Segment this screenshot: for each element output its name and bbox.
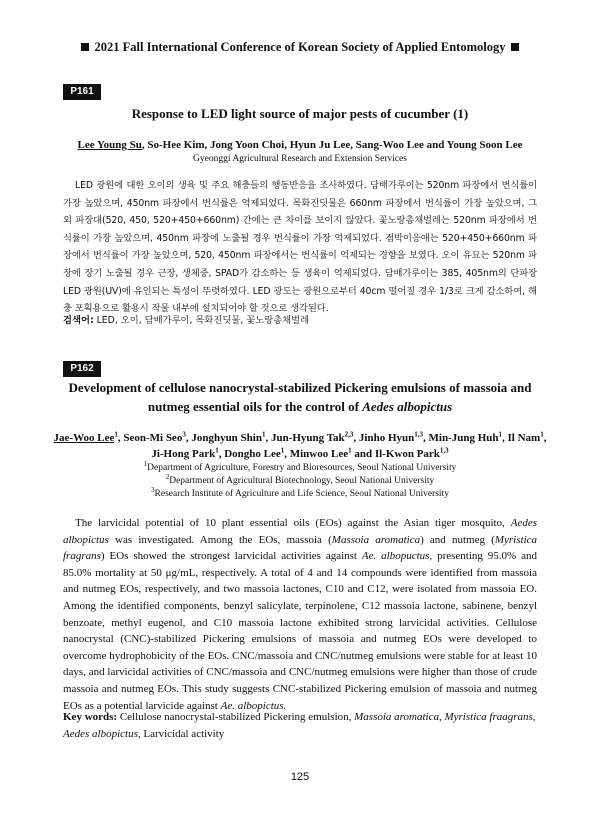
affiliation-mark: 3 [151,485,155,494]
affiliation [40,485,560,501]
text-run: Cellulose nanocrystal-stabilized Pickering emulsion, [117,711,355,723]
text-run: , [532,711,536,723]
author-separator: , [543,432,547,444]
species-name: Aedes albopictus [362,399,453,414]
affiliation-list [40,459,560,501]
affiliation-text: Department of Agriculture, Forestry and Bioresources, Seoul National University [147,463,457,473]
author-affiliation-mark: 1 [280,446,285,455]
abstract-id-badge: P162 [63,361,101,377]
text-run: , Larvicidal activity [137,727,225,740]
abstract-title [40,378,560,416]
author-affiliation-mark: 1 [215,446,219,455]
conference-title: 2021 Fall International Conference of Korean Society of Applied Entomology [94,40,506,54]
author-affiliation-mark: 1 [540,430,544,439]
abstract-body: LED 광원에 대한 오이의 생육 및 주요 해충들의 행동반응을 조사하였다. 담배가루이는 520nm 파장에서 번식률이 가장 높았으며, 450nm 파장에서 번식률은 억제되었다. 목화진딧물은 660nm 파장에서 번식률이 가장 높았으며, 그 외 파장대(520, 450, 520+450+660nm) 간에는 큰 차이를 보이지 않았다. 꽃노랑총채벌레는 520nm 파장에서 번식률이 가장 높았으며, 450nm 파장에 노출될 경우 번식률이 가장 억제되었다. 점박이응애는 520+450+660nm 파장에서 번식률이 가장 높았으며, 520, 450nm 파장에서는 번식률이 억제되는 경향을 보였다. 오이 유묘는 520nm 파장에 장기 노출될 경우 근장, 생체중, SPAD가 감소하는 등 생육이 억제되었다. 담배가루이는 385, 405nm의 단파장 LED 광원(UV)에 유인되는 특성이 뚜렷하였다. LED 광도는 광원으로부터 40cm 떨어질 경우 1/3로 크게 감소하여, 해충 포획용으로 활용시 작물 내부에 설치되어야 할 것으로 생각된다. [63,180,537,315]
square-bullet-icon [511,43,519,51]
author-affiliation-mark: 1 [348,446,352,455]
affiliation [40,459,560,475]
text-run: presenting 95.0% and 85.0% mortality at 50 μg/mL, respectively. A total of 4 and 14 compounds were identified from massoia and nutmeg EOs, respectively, and two massoia lactones, C10 and C12, were isolated from massoia EO. Among the identified components, benzyl salicylate, terpinolene, C12 massoia lactone, sabinene, benzyl benzoate, methyl eugenol, and C10 massoia lactone exhibited strong larvicidal activities. Cellulose nanocrystal (CNC)-stabilized Pickering emulsions of massoia and nutmeg EOs were developed to overcome hydrophobicity of the EOs. CNC/massoia and CNC/nutmeg emulsions were stable for at least 10 days, and larvicidal activities of CNC/massoia and CNC/nutmeg emulsions were higher than those of crude massoia and nutmeg EOs. This study suggests CNC-stabilized Pickering emulsion of massoia and nutmeg EOs as a potential larvicide against [63,550,537,712]
affiliation [40,472,560,488]
author-name: , Il Nam [502,432,541,444]
italic-term: Massoia aromatica [354,711,439,723]
abstract-id-badge: P161 [63,84,101,100]
author-name: , Seon-Mi Seo [117,432,183,444]
author-name: and Il-Kwon Park [351,448,440,460]
author-name: , Minwoo Lee [284,448,349,460]
title-line: Development of cellulose nanocrystal-stabilized Pickering emulsions of massoia and [68,380,532,395]
author-name: , Dongho Lee [218,448,281,460]
keywords-label: Key words: [63,711,118,723]
presenting-author: Lee Young Su [77,139,142,151]
conference-header [0,40,600,55]
italic-term: Ae. albopictus. [220,699,287,712]
keywords-label: 검색어: [63,315,94,326]
italic-term: Aedes albopictus [63,517,537,546]
text-run: The larvicidal potential of 10 plant essential oils (EOs) against the Asian tiger mosquito, [75,517,511,529]
affiliation-text: Research Institute of Agriculture and Life Science, Seoul National University [154,489,449,499]
author-affiliation-mark: 1,3 [414,430,423,439]
affiliation-text: Department of Agricultural Biotechnology, Seoul National University [169,476,435,486]
title-line [40,397,560,416]
author-list [40,137,560,153]
affiliation-mark: 2 [165,472,170,481]
author-list [40,430,560,462]
title-text: nutmeg essential oils for the control of [147,399,363,414]
text-run: ) EOs showed the strongest larvicidal activities against [100,550,362,563]
italic-term: Massoia aromatica [331,533,421,546]
keywords-text: LED, 오이, 담배가루이, 목화진딧물, 꽃노랑총채벌레 [93,315,310,326]
text-run: , [438,711,445,723]
italic-term: Myristica fraagrans [444,711,533,723]
author-affiliation-mark: 1,3 [439,446,449,455]
text-run: was investigated. Among the EOs, massoia ( [108,533,332,546]
affiliation-mark: 1 [143,459,148,468]
author-affiliation-mark: 3 [182,430,186,439]
square-bullet-icon [81,43,89,51]
affiliation: Gyeonggi Agricultural Research and Extension Services [193,154,407,164]
author-name: Ji-Hong Park [151,448,216,460]
abstract-title: Response to LED light source of major pests of cucumber (1) [131,106,469,121]
author-name: Jae-Woo Lee [53,432,115,444]
author-name: , Min-Jung Huh [423,432,499,444]
author-affiliation-mark: 1 [498,430,502,439]
abstract-body [63,515,537,714]
keywords [63,313,537,330]
author-affiliation-mark: 2,3 [344,430,354,439]
text-run: ) and nutmeg ( [420,533,495,546]
italic-term: Myristica fragrans [63,533,538,563]
author-affiliation-mark: 1 [114,430,118,439]
author-name: , Jinho Hyun [353,432,415,444]
author-affiliation-mark: 1 [261,430,266,439]
italic-term: Aedes albopictus [63,727,138,740]
italic-term: Ae. albopuctus, [361,550,433,563]
author-name: , Jonghyun Shin [185,432,262,444]
author-name: , Jun-Hyung Tak [265,432,345,444]
keywords [63,709,537,742]
page-number: 125 [290,771,310,783]
co-authors: , So-Hee Kim, Jong Yoon Choi, Hyun Ju Lee, Sang-Woo Lee and Young Soon Lee [141,139,523,151]
